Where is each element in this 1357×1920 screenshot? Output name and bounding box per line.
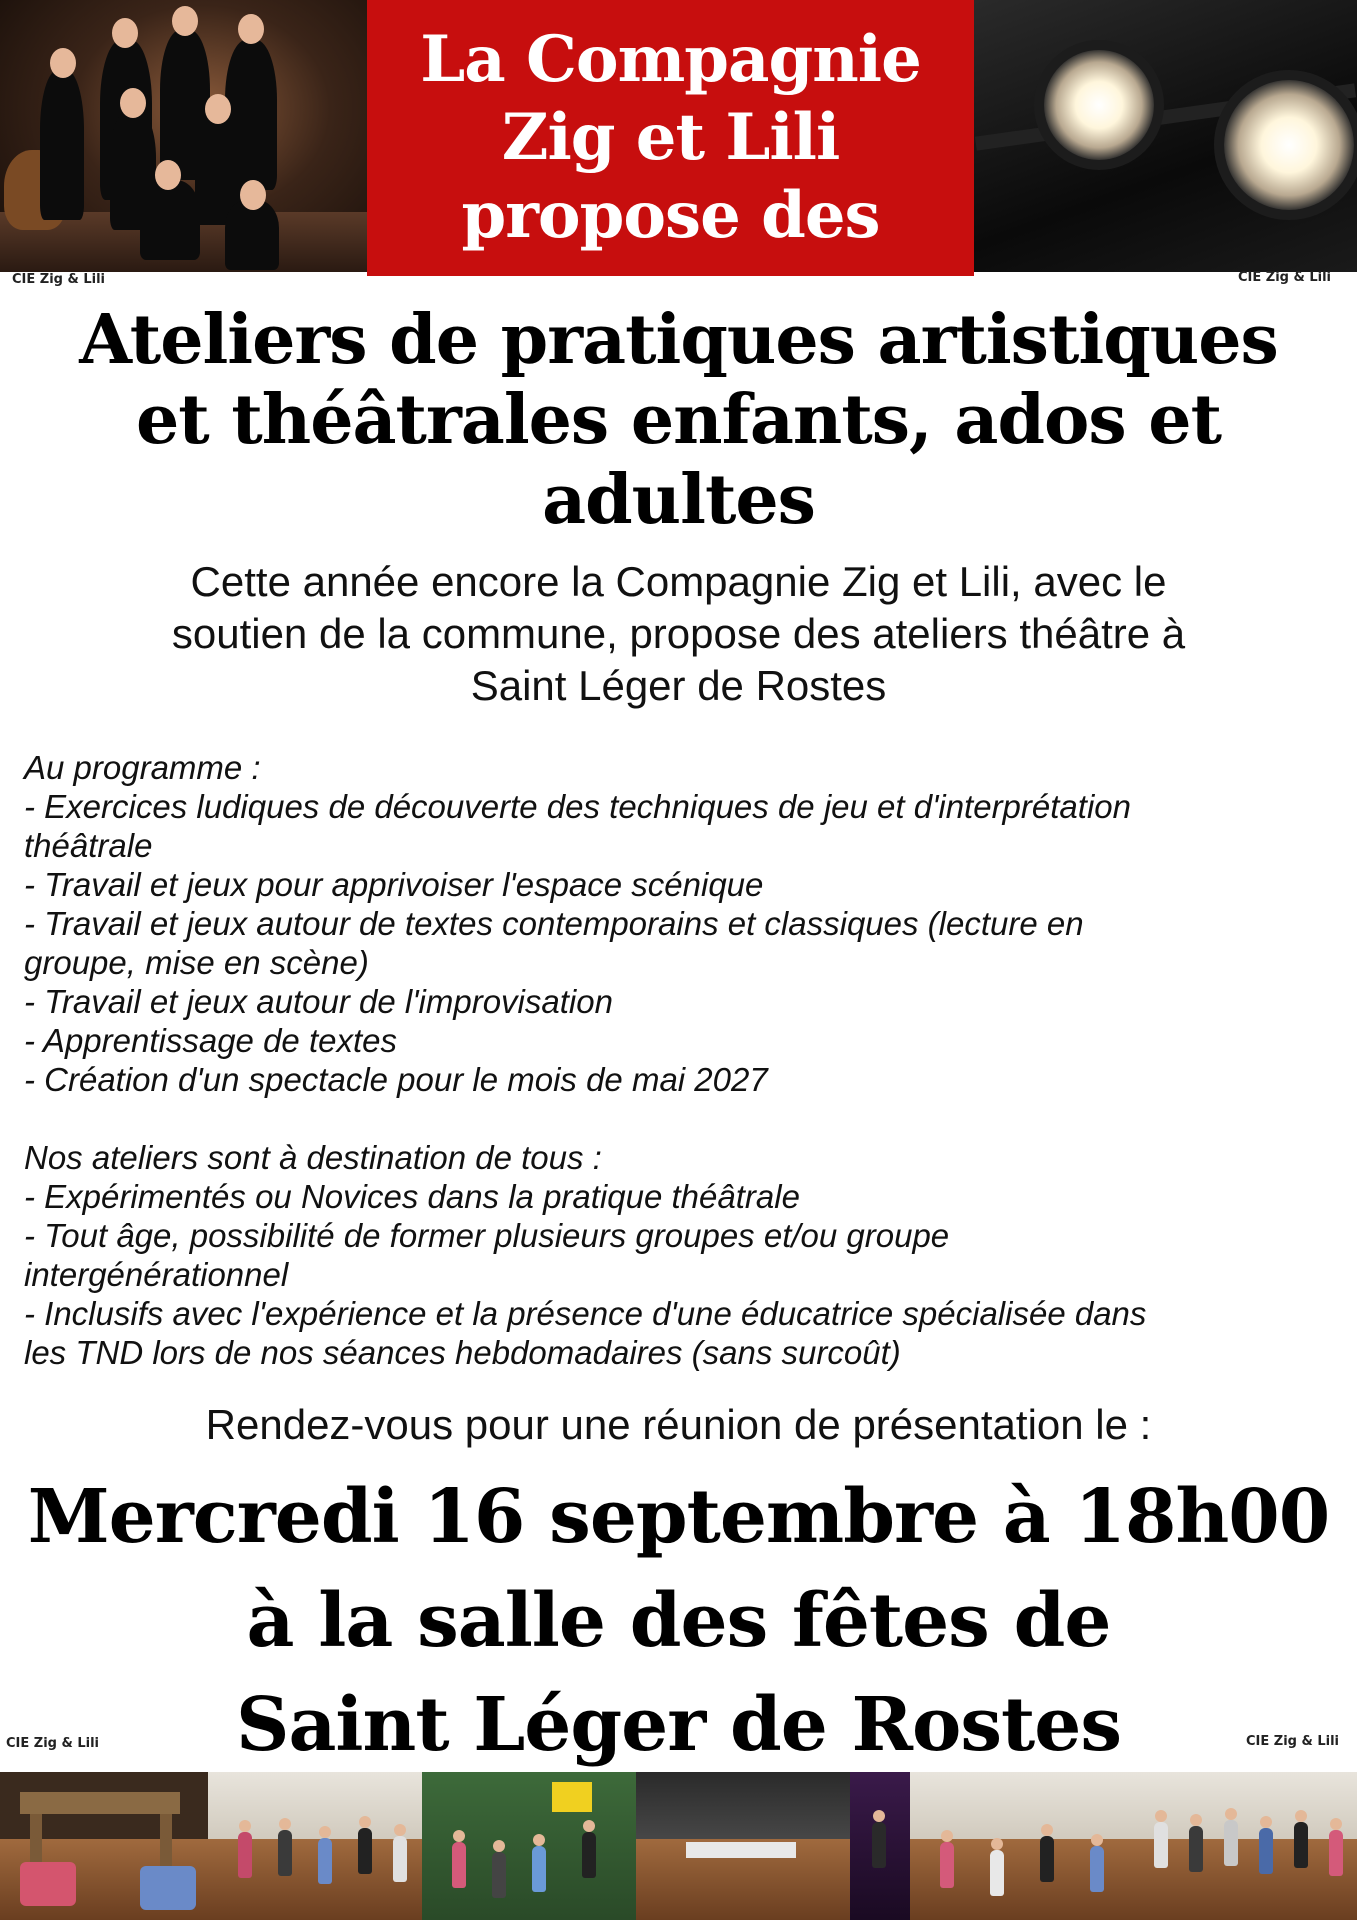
photo-credit: CIE Zig & Lili <box>6 1736 100 1751</box>
headline-line: adultes <box>542 460 815 540</box>
audience-item: - Tout âge, possibilité de former plusieurs groupes et/ou groupe <box>24 1217 950 1254</box>
intro-line: Saint Léger de Rostes <box>470 662 887 709</box>
intro-line: soutien de la commune, propose des ateliers théâtre à <box>171 610 1186 657</box>
top-banner <box>0 0 1357 276</box>
headline-line: Ateliers de pratiques artistiques <box>79 300 1278 380</box>
intro-paragraph <box>0 556 1357 712</box>
program-item: théâtrale <box>24 827 153 864</box>
audience-item: les TND lors de nos séances hebdomadaires (sans surcoût) <box>24 1334 901 1371</box>
meeting-town: Saint Léger de Rostes <box>236 1682 1121 1768</box>
audience-item: intergénérationnel <box>24 1256 289 1293</box>
audience-item: - Expérimentés ou Novices dans la pratique théâtrale <box>24 1178 800 1215</box>
outdoor-photo <box>422 1772 636 1920</box>
program-item: groupe, mise en scène) <box>24 944 369 981</box>
meeting-venue: à la salle des fêtes de <box>246 1578 1111 1664</box>
company-title-line-2: Zig et Lili <box>501 100 840 175</box>
stage-photo <box>850 1772 910 1920</box>
program-item: - Apprentissage de textes <box>24 1022 397 1059</box>
photo-credit: CIE Zig & Lili <box>12 272 106 287</box>
dance-photo <box>910 1772 1134 1920</box>
workshops-headline <box>0 300 1357 540</box>
meeting-date: Mercredi 16 septembre à 18h00 <box>27 1474 1330 1560</box>
program-item: - Création d'un spectacle pour le mois de mai 2027 <box>24 1061 768 1098</box>
program-item: - Travail et jeux autour de textes contemporains et classiques (lecture en <box>24 905 1084 942</box>
spotlight-icon <box>1224 80 1354 210</box>
company-title-line-1: La Compagnie <box>420 22 921 97</box>
company-title-line-3: propose des <box>461 178 880 253</box>
group-photo <box>1134 1772 1357 1920</box>
desk-photo <box>0 1772 208 1920</box>
stage-lights-photo <box>974 0 1357 272</box>
meeting-intro: Rendez-vous pour une réunion de présentation le : <box>205 1401 1152 1448</box>
photo-credit: CIE Zig & Lili <box>1238 270 1332 285</box>
meeting-details <box>0 1465 1357 1777</box>
photo-credit: CIE Zig & Lili <box>1246 1734 1340 1749</box>
headline-line: et théâtrales enfants, ados et <box>136 380 1221 460</box>
workshop-photo-strip <box>0 1772 1357 1920</box>
program-section <box>24 748 1344 1372</box>
hall-photo <box>636 1772 850 1920</box>
audience-heading: Nos ateliers sont à destination de tous : <box>24 1139 602 1176</box>
intro-line: Cette année encore la Compagnie Zig et Lili, avec le <box>190 558 1167 605</box>
program-item: - Exercices ludiques de découverte des techniques de jeu et d'interprétation <box>24 788 1131 825</box>
program-item: - Travail et jeux autour de l'improvisation <box>24 983 613 1020</box>
workshop-photo <box>208 1772 422 1920</box>
program-item: - Travail et jeux pour apprivoiser l'espace scénique <box>24 866 764 903</box>
troupe-photo <box>0 0 367 272</box>
company-title-box <box>367 0 974 276</box>
program-heading: Au programme : <box>24 749 261 786</box>
spotlight-icon <box>1044 50 1154 160</box>
audience-item: - Inclusifs avec l'expérience et la présence d'une éducatrice spécialisée dans <box>24 1295 1147 1332</box>
